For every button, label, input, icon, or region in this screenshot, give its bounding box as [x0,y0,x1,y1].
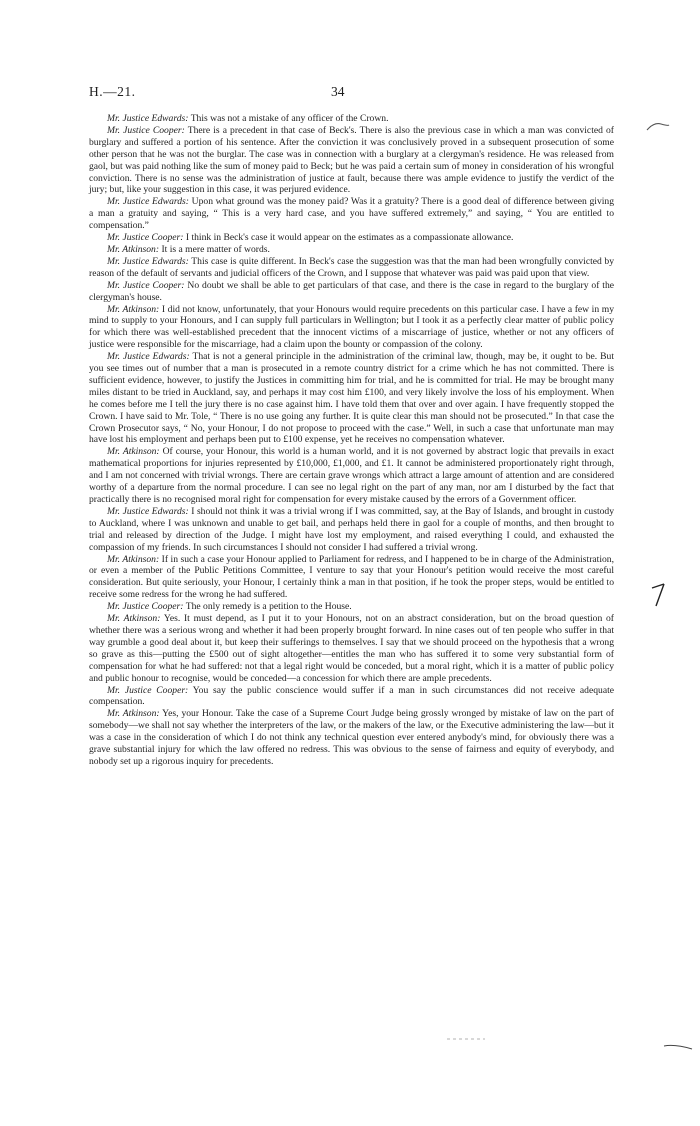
speaker-name: Mr. Atkinson: [107,553,160,565]
paragraph-text: Of course, your Honour, this world is a human world, and it is not governed by abstract logic that prevails in exact mathematical proportions for injuries represented by £10,000, £1,000, and £1. It cannot be administered proportionately right through, and I am not concerned with trivial wrongs. There are certain grave wrongs which attract a large amount of attention and are considered worthy of a departure from the normal procedure. I can see no legal right on the part of any man, nor am I disturbed by the fact that practically there is no recognised moral right for compensation for every mistake caused by the errors of a Government officer. [89,446,614,505]
speaker-name: Mr. Justice Edwards: [107,351,190,363]
transcript-paragraph [89,280,614,304]
paragraph-text: If in such a case your Honour applied to Parliament for redress, and I happened to be in charge of the Administration, or even a member of the Public Petitions Committee, I venture to say that your Honour's petition would receive the most careful consideration. But quite seriously, your Honour, I certainly think a man in that position, if he took the proper steps, would be entitled to receive some redress for the wrong he had suffered. [89,553,614,601]
paragraph-text: This was not a mistake of any officer of the Crown. [190,113,389,124]
transcript-paragraph [89,244,614,256]
paragraph-text: Upon what ground was the money paid? Was it a gratuity? There is a good deal of difference between giving a man a gratuity and saying, “ This is a very hard case, and you have suffered extremely,” and saying, “ You are entitled to compensation.” [89,196,615,232]
margin-tick-mark [650,580,672,610]
transcript-paragraph [89,256,614,280]
paragraph-text: No doubt we shall be able to get particulars of that case, and there is the case in regard to the burglary of the clergyman's house. [89,279,615,303]
transcript-body [89,113,614,768]
paragraph-text: That is not a general principle in the administration of the criminal law, though, may be, it ought to be. But you see times out of number that a man is prosecuted in a remote country district for a crime which he has not committed. There is sufficient evidence, however, to justify the Justices in committing him for trial, and he is committed for trial. He may be brought many miles distant to be tried in Auckland, say, and perhaps it may cost him £100, and very likely involve the loss of his employment. When he comes before me I tell the jury there is no case against him. I have told them that over and over again. I have frequently stopped the Crown. I have said to Mr. Tole, “ There is no use going any further. It is quite clear this man should not be prosecuted.” In that case the Crown Prosecutor says, “ No, your Honour, I do not propose to proceed with the case.” Well, in such a case that unfortunate man may have lost his employment and perhaps been put to £100 expense, yet he receives no compensation whatever. [89,351,614,446]
transcript-paragraph [89,125,614,196]
transcript-paragraph [89,554,614,602]
transcript-paragraph [89,601,614,613]
speaker-name: Mr. Atkinson: [107,708,160,720]
speaker-name: Mr. Justice Edwards: [107,113,189,124]
paragraph-text: Yes. It must depend, as I put it to your Honours, not on an abstract consideration, but on the broad question of whether there was a serious wrong and whether it had been properly brought forward. In nine cases out of ten people who suffer in that way grumble a good deal about it, but keep their sufferings to themselves. I say that we should proceed on the hypothesis that a wrong so grave as this—putting the £500 out of sight altogether—entitles the man who has suffered it to some very substantial form of compensation for what he had suffered: not that a legal right would be conceded, but a moral right, which it is a matter of public policy and public honour to recognise, would be conceded—a concession for which there are ample precedents. [89,613,615,684]
transcript-paragraph [89,232,614,244]
bottom-stray-mark [446,1036,486,1042]
page-header [89,84,614,106]
speaker-name: Mr. Justice Edwards: [107,505,189,517]
paragraph-text: I did not know, unfortunately, that your Honours would require precedents on this particular case. I have a few in my mind to supply to your Honours, and I can supply full particulars in Wellington; but I took it as a perfectly clear matter of public policy for which there was well-established precedent that the innocent victims of a miscarriage of justice, whether or not any officers of justice were responsible for the miscarriage, had a claim upon the bounty or compassion of the colony. [89,303,614,351]
speaker-name: Mr. Justice Cooper: [107,279,185,291]
paragraph-text: I think in Beck's case it would appear on the estimates as a compassionate allowance. [185,232,514,244]
speaker-name: Mr. Atkinson: [107,446,160,458]
transcript-paragraph [89,685,614,709]
transcript-paragraph [89,196,614,232]
transcript-paragraph [89,304,614,352]
transcript-paragraph [89,113,614,125]
paragraph-text: The only remedy is a petition to the House. [185,601,352,613]
paragraph-text: There is a precedent in that case of Beck's. There is also the previous case in which a man was convicted of burglary and suffered a portion of his sentence. After the conviction it was conclusively proved in a subsequent prosecution of some other person that he was not the burglar. The case was in connection with a burglary at a clergyman's residence. He was released from gaol, but was paid nothing like the sum of money paid to Beck; but he was paid a certain sum of money in consideration of his wrongful conviction. There is no sense was the administration of justice at fault, because there was ample evidence to justify the verdict of the jury; but, like your suggestion in this case, it was perjured evidence. [89,124,614,196]
transcript-paragraph [89,351,614,446]
speaker-name: Mr. Justice Cooper: [107,684,189,696]
speaker-name: Mr. Atkinson: [107,303,160,315]
speaker-name: Mr. Justice Cooper: [107,124,185,136]
transcript-paragraph [89,613,614,684]
speaker-name: Mr. Justice Cooper: [107,601,184,613]
speaker-name: Mr. Justice Edwards: [107,196,189,208]
paragraph-text: This case is quite different. In Beck's case the suggestion was that the man had been wrongfully convicted by reason of the default of servants and judicial officers of the Crown, and I suppose that whatever was paid was paid upon that view. [89,255,614,279]
paragraph-text: Yes, your Honour. Take the case of a Supreme Court Judge being grossly wronged by mistake of law on the part of somebody—we shall not say whether the interpreters of the law, or the makers of the law, or the Executive administering the law—but it was a case in the consideration of which I do not think any technical question ever entered anybody's mind, for obviously there was a grave substantial injury for which the law offered no redress. This was obvious to the sense of fairness and equity of everybody, and nobody set up a rigorous inquiry for precedents. [89,708,614,767]
document-reference: H.—21. [89,84,136,99]
transcript-paragraph [89,708,614,768]
speaker-name: Mr. Atkinson: [107,243,160,255]
margin-pencil-mark [663,1043,693,1053]
margin-pencil-mark [645,118,671,134]
transcript-paragraph [89,506,614,554]
paragraph-text: You say the public conscience would suffer if a man in such circumstances did not receive adequate compensation. [89,684,615,708]
page-number: 34 [331,84,345,99]
paragraph-text: I should not think it was a trivial wrong if I was committed, say, at the Bay of Islands, and brought in custody to Auckland, where I was unknown and unable to get bail, and perhaps held there in gaol for a couple of months, and then brought to trial and released by direction of the Judge. I might have lost my employment, and raised everything I could, and exhausted the compassion of my friends. In such circumstances I should not consider I had suffered a trivial wrong. [89,505,615,553]
transcript-paragraph [89,446,614,506]
speaker-name: Mr. Justice Edwards: [107,255,189,267]
paragraph-text: It is a mere matter of words. [161,243,270,255]
speaker-name: Mr. Atkinson: [107,613,161,625]
speaker-name: Mr. Justice Cooper: [107,232,184,244]
